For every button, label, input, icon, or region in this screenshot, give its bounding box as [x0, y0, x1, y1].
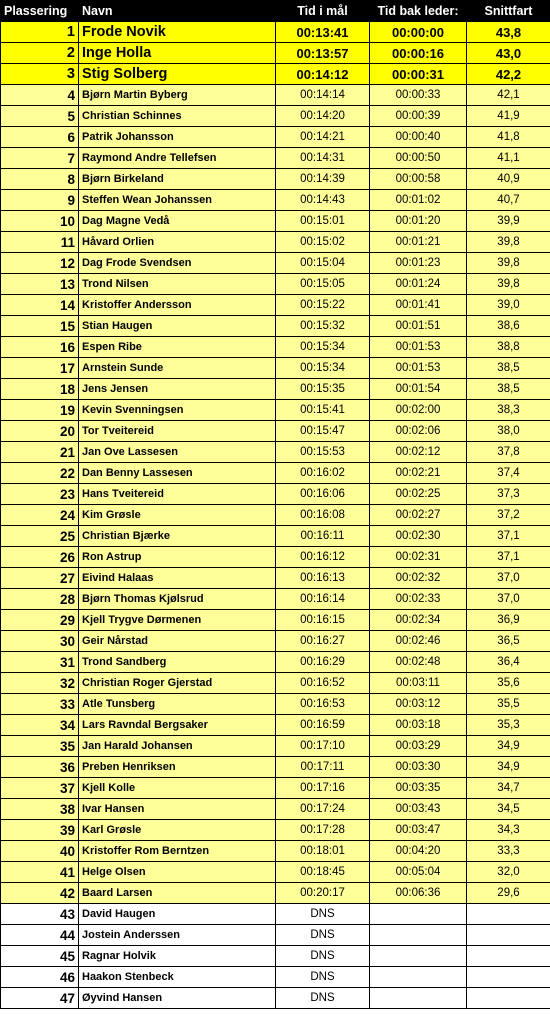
- table-row: [1, 967, 550, 988]
- place-cell: 14: [1, 295, 79, 316]
- finish-time-cell: 00:17:10: [276, 736, 370, 757]
- name-cell: Kristoffer Andersson: [79, 295, 276, 316]
- avg-speed-cell: 41,9: [467, 106, 550, 127]
- behind-leader-cell: 00:02:34: [370, 610, 467, 631]
- name-cell: Tor Tveitereid: [79, 421, 276, 442]
- name-cell: Kjell Trygve Dørmenen: [79, 610, 276, 631]
- behind-leader-cell: 00:01:41: [370, 295, 467, 316]
- avg-speed-cell: 35,5: [467, 694, 550, 715]
- avg-speed-cell: 38,3: [467, 400, 550, 421]
- place-cell: 15: [1, 316, 79, 337]
- place-cell: 43: [1, 904, 79, 925]
- table-row: [1, 589, 550, 610]
- finish-time-cell: DNS: [276, 946, 370, 967]
- table-row: [1, 988, 550, 1009]
- name-cell: Trond Nilsen: [79, 274, 276, 295]
- behind-leader-cell: 00:02:32: [370, 568, 467, 589]
- behind-leader-cell: 00:01:23: [370, 253, 467, 274]
- avg-speed-cell: 29,6: [467, 883, 550, 904]
- name-cell: Baard Larsen: [79, 883, 276, 904]
- name-cell: Christian Schinnes: [79, 106, 276, 127]
- name-cell: Eivind Halaas: [79, 568, 276, 589]
- behind-leader-cell: 00:02:00: [370, 400, 467, 421]
- name-cell: Christian Bjærke: [79, 526, 276, 547]
- behind-leader-cell: 00:02:30: [370, 526, 467, 547]
- behind-leader-cell: 00:03:47: [370, 820, 467, 841]
- avg-speed-cell: [467, 967, 550, 988]
- behind-leader-cell: 00:03:30: [370, 757, 467, 778]
- avg-speed-cell: 34,7: [467, 778, 550, 799]
- behind-leader-cell: 00:00:58: [370, 169, 467, 190]
- table-row: [1, 799, 550, 820]
- finish-time-cell: 00:17:28: [276, 820, 370, 841]
- finish-time-cell: 00:16:13: [276, 568, 370, 589]
- avg-speed-cell: 39,0: [467, 295, 550, 316]
- behind-leader-cell: [370, 904, 467, 925]
- place-cell: 26: [1, 547, 79, 568]
- name-cell: Dag Magne Vedå: [79, 211, 276, 232]
- name-cell: Jan Ove Lassesen: [79, 442, 276, 463]
- header-place: Plassering: [1, 1, 79, 22]
- finish-time-cell: 00:16:02: [276, 463, 370, 484]
- table-row: [1, 715, 550, 736]
- place-cell: 16: [1, 337, 79, 358]
- name-cell: Dag Frode Svendsen: [79, 253, 276, 274]
- finish-time-cell: 00:15:32: [276, 316, 370, 337]
- name-cell: Bjørn Birkeland: [79, 169, 276, 190]
- place-cell: 17: [1, 358, 79, 379]
- name-cell: Kim Grøsle: [79, 505, 276, 526]
- avg-speed-cell: 36,4: [467, 652, 550, 673]
- behind-leader-cell: 00:00:50: [370, 148, 467, 169]
- behind-leader-cell: 00:03:11: [370, 673, 467, 694]
- name-cell: David Haugen: [79, 904, 276, 925]
- finish-time-cell: 00:15:04: [276, 253, 370, 274]
- avg-speed-cell: 36,9: [467, 610, 550, 631]
- place-cell: 11: [1, 232, 79, 253]
- table-row: [1, 652, 550, 673]
- avg-speed-cell: 37,2: [467, 505, 550, 526]
- avg-speed-cell: 41,1: [467, 148, 550, 169]
- table-row: [1, 127, 550, 148]
- avg-speed-cell: 39,8: [467, 232, 550, 253]
- place-cell: 20: [1, 421, 79, 442]
- avg-speed-cell: 42,2: [467, 64, 550, 85]
- finish-time-cell: 00:13:41: [276, 22, 370, 43]
- behind-leader-cell: 00:05:04: [370, 862, 467, 883]
- avg-speed-cell: 42,1: [467, 85, 550, 106]
- behind-leader-cell: 00:02:46: [370, 631, 467, 652]
- name-cell: Raymond Andre Tellefsen: [79, 148, 276, 169]
- table-row: [1, 190, 550, 211]
- behind-leader-cell: 00:01:21: [370, 232, 467, 253]
- name-cell: Bjørn Martin Byberg: [79, 85, 276, 106]
- avg-speed-cell: 41,8: [467, 127, 550, 148]
- table-row: [1, 358, 550, 379]
- behind-leader-cell: [370, 967, 467, 988]
- avg-speed-cell: 35,3: [467, 715, 550, 736]
- avg-speed-cell: 33,3: [467, 841, 550, 862]
- place-cell: 40: [1, 841, 79, 862]
- behind-leader-cell: 00:02:48: [370, 652, 467, 673]
- behind-leader-cell: 00:02:21: [370, 463, 467, 484]
- avg-speed-cell: 34,5: [467, 799, 550, 820]
- finish-time-cell: DNS: [276, 988, 370, 1009]
- behind-leader-cell: 00:02:25: [370, 484, 467, 505]
- name-cell: Karl Grøsle: [79, 820, 276, 841]
- avg-speed-cell: 35,6: [467, 673, 550, 694]
- place-cell: 37: [1, 778, 79, 799]
- finish-time-cell: 00:17:16: [276, 778, 370, 799]
- table-row: [1, 337, 550, 358]
- finish-time-cell: 00:15:34: [276, 358, 370, 379]
- name-cell: Stian Haugen: [79, 316, 276, 337]
- place-cell: 5: [1, 106, 79, 127]
- finish-time-cell: 00:16:27: [276, 631, 370, 652]
- place-cell: 45: [1, 946, 79, 967]
- table-row: [1, 736, 550, 757]
- behind-leader-cell: 00:00:40: [370, 127, 467, 148]
- behind-leader-cell: 00:02:31: [370, 547, 467, 568]
- avg-speed-cell: 43,0: [467, 43, 550, 64]
- behind-leader-cell: 00:01:54: [370, 379, 467, 400]
- behind-leader-cell: 00:01:20: [370, 211, 467, 232]
- behind-leader-cell: 00:01:53: [370, 358, 467, 379]
- name-cell: Kevin Svenningsen: [79, 400, 276, 421]
- place-cell: 33: [1, 694, 79, 715]
- behind-leader-cell: 00:03:35: [370, 778, 467, 799]
- finish-time-cell: 00:16:11: [276, 526, 370, 547]
- finish-time-cell: 00:18:45: [276, 862, 370, 883]
- behind-leader-cell: 00:02:33: [370, 589, 467, 610]
- name-cell: Haakon Stenbeck: [79, 967, 276, 988]
- avg-speed-cell: [467, 904, 550, 925]
- finish-time-cell: 00:14:43: [276, 190, 370, 211]
- finish-time-cell: 00:13:57: [276, 43, 370, 64]
- place-cell: 19: [1, 400, 79, 421]
- behind-leader-cell: 00:03:18: [370, 715, 467, 736]
- name-cell: Ron Astrup: [79, 547, 276, 568]
- table-row: [1, 169, 550, 190]
- name-cell: Øyvind Hansen: [79, 988, 276, 1009]
- header-behind-leader: Tid bak leder:: [370, 1, 467, 22]
- finish-time-cell: 00:17:11: [276, 757, 370, 778]
- finish-time-cell: 00:15:02: [276, 232, 370, 253]
- table-row: [1, 316, 550, 337]
- finish-time-cell: 00:14:20: [276, 106, 370, 127]
- behind-leader-cell: 00:03:29: [370, 736, 467, 757]
- table-row: [1, 484, 550, 505]
- table-row: [1, 694, 550, 715]
- place-cell: 1: [1, 22, 79, 43]
- finish-time-cell: 00:14:39: [276, 169, 370, 190]
- name-cell: Frode Novik: [79, 22, 276, 43]
- table-row: [1, 778, 550, 799]
- header-avg-speed: Snittfart: [467, 1, 550, 22]
- name-cell: Lars Ravndal Bergsaker: [79, 715, 276, 736]
- finish-time-cell: 00:18:01: [276, 841, 370, 862]
- avg-speed-cell: 34,9: [467, 736, 550, 757]
- name-cell: Preben Henriksen: [79, 757, 276, 778]
- finish-time-cell: 00:16:59: [276, 715, 370, 736]
- avg-speed-cell: 39,9: [467, 211, 550, 232]
- table-row: [1, 463, 550, 484]
- place-cell: 6: [1, 127, 79, 148]
- table-row: [1, 64, 550, 85]
- table-row: [1, 274, 550, 295]
- table-row: [1, 379, 550, 400]
- finish-time-cell: 00:17:24: [276, 799, 370, 820]
- table-row: [1, 85, 550, 106]
- finish-time-cell: DNS: [276, 925, 370, 946]
- name-cell: Jan Harald Johansen: [79, 736, 276, 757]
- place-cell: 35: [1, 736, 79, 757]
- behind-leader-cell: 00:02:27: [370, 505, 467, 526]
- name-cell: Stig Solberg: [79, 64, 276, 85]
- place-cell: 22: [1, 463, 79, 484]
- behind-leader-cell: 00:02:12: [370, 442, 467, 463]
- name-cell: Helge Olsen: [79, 862, 276, 883]
- name-cell: Dan Benny Lassesen: [79, 463, 276, 484]
- place-cell: 25: [1, 526, 79, 547]
- place-cell: 3: [1, 64, 79, 85]
- place-cell: 4: [1, 85, 79, 106]
- finish-time-cell: 00:14:21: [276, 127, 370, 148]
- finish-time-cell: 00:15:47: [276, 421, 370, 442]
- behind-leader-cell: 00:00:39: [370, 106, 467, 127]
- table-row: [1, 232, 550, 253]
- table-row: [1, 820, 550, 841]
- avg-speed-cell: [467, 925, 550, 946]
- table-row: [1, 631, 550, 652]
- avg-speed-cell: 38,0: [467, 421, 550, 442]
- behind-leader-cell: [370, 946, 467, 967]
- table-row: [1, 295, 550, 316]
- finish-time-cell: 00:14:12: [276, 64, 370, 85]
- name-cell: Atle Tunsberg: [79, 694, 276, 715]
- place-cell: 18: [1, 379, 79, 400]
- place-cell: 36: [1, 757, 79, 778]
- finish-time-cell: 00:15:53: [276, 442, 370, 463]
- table-row: [1, 22, 550, 43]
- avg-speed-cell: 32,0: [467, 862, 550, 883]
- finish-time-cell: 00:15:22: [276, 295, 370, 316]
- avg-speed-cell: 34,3: [467, 820, 550, 841]
- behind-leader-cell: 00:03:12: [370, 694, 467, 715]
- table-row: [1, 43, 550, 64]
- behind-leader-cell: 00:04:20: [370, 841, 467, 862]
- name-cell: Håvard Orlien: [79, 232, 276, 253]
- place-cell: 30: [1, 631, 79, 652]
- finish-time-cell: 00:16:15: [276, 610, 370, 631]
- name-cell: Bjørn Thomas Kjølsrud: [79, 589, 276, 610]
- behind-leader-cell: 00:03:43: [370, 799, 467, 820]
- name-cell: Jens Jensen: [79, 379, 276, 400]
- table-row: [1, 253, 550, 274]
- table-row: [1, 757, 550, 778]
- finish-time-cell: 00:16:12: [276, 547, 370, 568]
- finish-time-cell: 00:14:14: [276, 85, 370, 106]
- table-row: [1, 841, 550, 862]
- avg-speed-cell: 34,9: [467, 757, 550, 778]
- name-cell: Ivar Hansen: [79, 799, 276, 820]
- place-cell: 34: [1, 715, 79, 736]
- name-cell: Steffen Wean Johanssen: [79, 190, 276, 211]
- avg-speed-cell: 37,4: [467, 463, 550, 484]
- place-cell: 2: [1, 43, 79, 64]
- avg-speed-cell: 40,7: [467, 190, 550, 211]
- finish-time-cell: 00:15:34: [276, 337, 370, 358]
- place-cell: 29: [1, 610, 79, 631]
- place-cell: 41: [1, 862, 79, 883]
- place-cell: 10: [1, 211, 79, 232]
- finish-time-cell: 00:16:53: [276, 694, 370, 715]
- behind-leader-cell: 00:01:02: [370, 190, 467, 211]
- name-cell: Espen Ribe: [79, 337, 276, 358]
- place-cell: 42: [1, 883, 79, 904]
- place-cell: 27: [1, 568, 79, 589]
- table-row: [1, 673, 550, 694]
- table-row: [1, 883, 550, 904]
- behind-leader-cell: 00:00:00: [370, 22, 467, 43]
- finish-time-cell: 00:15:01: [276, 211, 370, 232]
- avg-speed-cell: 37,1: [467, 526, 550, 547]
- header-finish-time: Tid i mål: [276, 1, 370, 22]
- finish-time-cell: 00:20:17: [276, 883, 370, 904]
- place-cell: 9: [1, 190, 79, 211]
- place-cell: 13: [1, 274, 79, 295]
- behind-leader-cell: 00:00:33: [370, 85, 467, 106]
- place-cell: 24: [1, 505, 79, 526]
- name-cell: Geir Nårstad: [79, 631, 276, 652]
- table-row: [1, 106, 550, 127]
- place-cell: 8: [1, 169, 79, 190]
- finish-time-cell: 00:16:29: [276, 652, 370, 673]
- avg-speed-cell: 38,8: [467, 337, 550, 358]
- avg-speed-cell: 39,8: [467, 274, 550, 295]
- place-cell: 28: [1, 589, 79, 610]
- behind-leader-cell: 00:02:06: [370, 421, 467, 442]
- avg-speed-cell: 43,8: [467, 22, 550, 43]
- avg-speed-cell: 36,5: [467, 631, 550, 652]
- behind-leader-cell: 00:06:36: [370, 883, 467, 904]
- name-cell: Christian Roger Gjerstad: [79, 673, 276, 694]
- behind-leader-cell: 00:01:51: [370, 316, 467, 337]
- behind-leader-cell: 00:00:16: [370, 43, 467, 64]
- avg-speed-cell: 37,0: [467, 589, 550, 610]
- avg-speed-cell: 37,0: [467, 568, 550, 589]
- name-cell: Arnstein Sunde: [79, 358, 276, 379]
- place-cell: 44: [1, 925, 79, 946]
- avg-speed-cell: 37,8: [467, 442, 550, 463]
- place-cell: 32: [1, 673, 79, 694]
- finish-time-cell: 00:14:31: [276, 148, 370, 169]
- place-cell: 47: [1, 988, 79, 1009]
- results-body: [1, 22, 550, 1009]
- behind-leader-cell: [370, 988, 467, 1009]
- finish-time-cell: 00:15:41: [276, 400, 370, 421]
- name-cell: Ragnar Holvik: [79, 946, 276, 967]
- table-row: [1, 148, 550, 169]
- name-cell: Inge Holla: [79, 43, 276, 64]
- finish-time-cell: 00:15:05: [276, 274, 370, 295]
- place-cell: 12: [1, 253, 79, 274]
- place-cell: 21: [1, 442, 79, 463]
- behind-leader-cell: 00:01:53: [370, 337, 467, 358]
- header-name: Navn: [79, 1, 276, 22]
- table-row: [1, 904, 550, 925]
- header-row: [1, 1, 550, 22]
- table-row: [1, 400, 550, 421]
- place-cell: 46: [1, 967, 79, 988]
- table-row: [1, 610, 550, 631]
- finish-time-cell: 00:16:14: [276, 589, 370, 610]
- behind-leader-cell: 00:01:24: [370, 274, 467, 295]
- table-row: [1, 568, 550, 589]
- finish-time-cell: DNS: [276, 904, 370, 925]
- name-cell: Trond Sandberg: [79, 652, 276, 673]
- place-cell: 39: [1, 820, 79, 841]
- avg-speed-cell: 39,8: [467, 253, 550, 274]
- table-row: [1, 526, 550, 547]
- finish-time-cell: 00:16:06: [276, 484, 370, 505]
- behind-leader-cell: 00:00:31: [370, 64, 467, 85]
- name-cell: Kjell Kolle: [79, 778, 276, 799]
- place-cell: 7: [1, 148, 79, 169]
- place-cell: 23: [1, 484, 79, 505]
- name-cell: Jostein Anderssen: [79, 925, 276, 946]
- table-row: [1, 421, 550, 442]
- name-cell: Kristoffer Rom Berntzen: [79, 841, 276, 862]
- avg-speed-cell: 37,1: [467, 547, 550, 568]
- table-row: [1, 547, 550, 568]
- table-row: [1, 946, 550, 967]
- place-cell: 38: [1, 799, 79, 820]
- avg-speed-cell: [467, 988, 550, 1009]
- avg-speed-cell: 38,6: [467, 316, 550, 337]
- finish-time-cell: DNS: [276, 967, 370, 988]
- finish-time-cell: 00:16:52: [276, 673, 370, 694]
- behind-leader-cell: [370, 925, 467, 946]
- name-cell: Hans Tveitereid: [79, 484, 276, 505]
- finish-time-cell: 00:16:08: [276, 505, 370, 526]
- finish-time-cell: 00:15:35: [276, 379, 370, 400]
- table-row: [1, 862, 550, 883]
- avg-speed-cell: 38,5: [467, 379, 550, 400]
- table-row: [1, 442, 550, 463]
- avg-speed-cell: [467, 946, 550, 967]
- avg-speed-cell: 38,5: [467, 358, 550, 379]
- avg-speed-cell: 40,9: [467, 169, 550, 190]
- table-row: [1, 211, 550, 232]
- table-row: [1, 925, 550, 946]
- table-row: [1, 505, 550, 526]
- avg-speed-cell: 37,3: [467, 484, 550, 505]
- name-cell: Patrik Johansson: [79, 127, 276, 148]
- place-cell: 31: [1, 652, 79, 673]
